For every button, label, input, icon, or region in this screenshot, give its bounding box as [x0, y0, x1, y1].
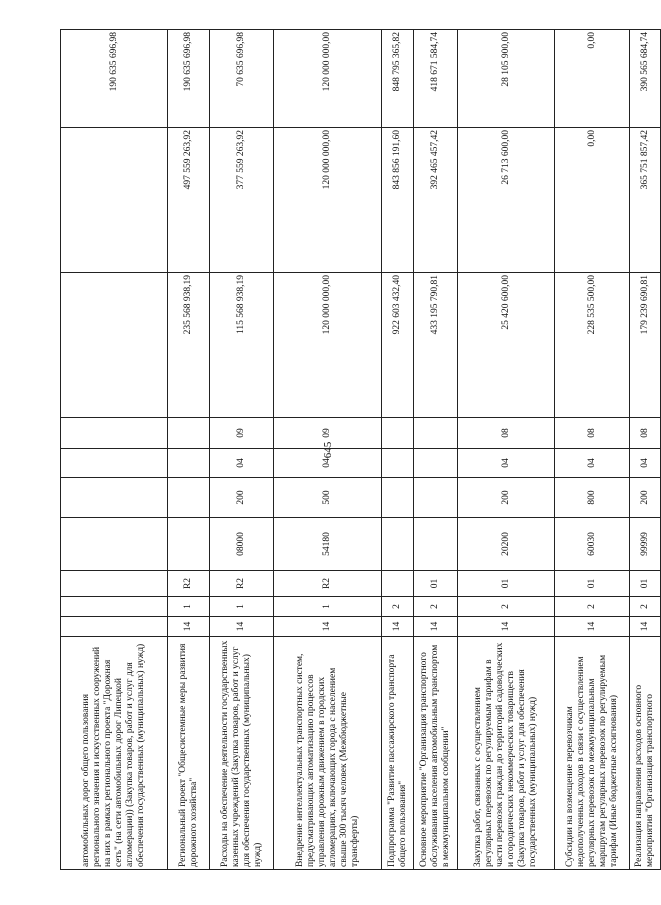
amount-cell: 235 568 938,19	[168, 273, 210, 418]
code-cell	[414, 478, 458, 518]
code-cell: 1	[274, 597, 382, 617]
amount-cell	[61, 128, 168, 273]
amount-cell: 377 559 263,92	[210, 128, 274, 273]
code-cell	[61, 449, 168, 478]
code-cell	[168, 478, 210, 518]
amount-cell: 848 795 365,82	[382, 30, 414, 128]
code-cell: 01	[414, 571, 458, 597]
code-cell: 60030	[555, 518, 630, 571]
code-cell	[414, 518, 458, 571]
amount-cell: 28 105 900,00	[458, 30, 555, 128]
code-cell: 1	[210, 597, 274, 617]
code-cell	[61, 518, 168, 571]
amount-cell: 433 195 790,81	[414, 273, 458, 418]
amount-cell: 418 671 584,74	[414, 30, 458, 128]
code-cell: 14	[630, 617, 661, 637]
code-cell	[382, 571, 414, 597]
table-row	[630, 30, 661, 870]
code-cell: 14	[555, 617, 630, 637]
code-cell: 04	[630, 449, 661, 478]
code-cell: 14	[382, 617, 414, 637]
code-cell: 2	[458, 597, 555, 617]
code-cell: 2	[630, 597, 661, 617]
code-cell	[61, 418, 168, 449]
code-cell: 01	[555, 571, 630, 597]
row-name-cell: Подпрограмма "Развитие пассажирского транспорта общего пользования"	[382, 637, 414, 870]
code-cell	[168, 449, 210, 478]
table-row	[168, 30, 210, 870]
code-cell: 200	[458, 478, 555, 518]
amount-cell: 70 635 696,98	[210, 30, 274, 128]
row-name-cell: Расходы на обеспечение деятельности государственных казенных учреждений (Закупка товаров, работ и услуг для обеспечения государственных (муниципальных) нужд)	[210, 637, 274, 870]
code-cell: 14	[274, 617, 382, 637]
amount-cell: 179 239 690,81	[630, 273, 661, 418]
row-name-cell: Региональный проект "Общесистемные меры развития дорожного хозяйства"	[168, 637, 210, 870]
code-cell	[382, 418, 414, 449]
code-cell: R2	[168, 571, 210, 597]
amount-cell: 922 603 432,40	[382, 273, 414, 418]
table-row	[458, 30, 555, 870]
amount-cell: 120 000 000,00	[274, 273, 382, 418]
table-row	[414, 30, 458, 870]
code-cell: 14	[168, 617, 210, 637]
code-cell	[382, 518, 414, 571]
code-cell: 09	[274, 418, 382, 449]
amount-cell: 25 420 600,00	[458, 273, 555, 418]
amount-cell: 26 713 600,00	[458, 128, 555, 273]
code-cell	[414, 418, 458, 449]
code-cell: 01	[458, 571, 555, 597]
code-cell: 99999	[630, 518, 661, 571]
code-cell: 14	[458, 617, 555, 637]
budget-table	[60, 29, 661, 870]
code-cell: 08	[630, 418, 661, 449]
code-cell: 04	[555, 449, 630, 478]
code-cell: 08	[555, 418, 630, 449]
code-cell: 500	[274, 478, 382, 518]
code-cell	[414, 449, 458, 478]
amount-cell: 365 751 857,42	[630, 128, 661, 273]
row-name-cell: Закупка работ, связанных с осуществлением регулярных перевозок по регулируемым тарифам в части перевозок граждан до территорий садоводческих и огороднических некоммерческих товариществ (Закупка товаров, работ и услуг для обеспечения государственных (муниципальных) нужд)	[458, 637, 555, 870]
amount-cell: 190 635 696,98	[168, 30, 210, 128]
code-cell: 04	[458, 449, 555, 478]
table-body	[61, 30, 661, 870]
code-cell: 20200	[458, 518, 555, 571]
amount-cell: 115 568 938,19	[210, 273, 274, 418]
table-row	[61, 30, 168, 870]
amount-cell: 392 465 457,42	[414, 128, 458, 273]
code-cell: 04	[274, 449, 382, 478]
table-row	[555, 30, 630, 870]
row-name-cell: Субсидии на возмещение перевозчикам недополученных доходов в связи с осуществлением регулярных перевозок по межмуниципальным маршрутам регулярных перевозок по регулируемым тарифам (Иные бюджетные ассигнования)	[555, 637, 630, 870]
code-cell: 04	[210, 449, 274, 478]
amount-cell: 120 000 000,00	[274, 128, 382, 273]
row-name-cell: Внедрение интеллектуальных транспортных систем, предусматривающих автоматизацию процессов управления дорожным движением в городских агломерациях, включающих города с населением свыше 300 тысяч человек (Межбюджетные трансферты)	[274, 637, 382, 870]
code-cell	[61, 617, 168, 637]
page-number: 645	[322, 441, 334, 459]
code-cell	[61, 597, 168, 617]
code-cell: 200	[630, 478, 661, 518]
row-name-cell: Основное мероприятие "Организация транспортного обслуживания населения автомобильным транспортом в межмуниципальном сообщении"	[414, 637, 458, 870]
code-cell: 1	[168, 597, 210, 617]
code-cell: 09	[210, 418, 274, 449]
code-cell	[61, 478, 168, 518]
code-cell	[168, 418, 210, 449]
code-cell	[382, 449, 414, 478]
code-cell: 08	[458, 418, 555, 449]
row-name-cell: Реализация направления расходов основного мероприятия "Организация транспортного	[630, 637, 661, 870]
code-cell: R2	[210, 571, 274, 597]
code-cell	[168, 518, 210, 571]
code-cell: 200	[210, 478, 274, 518]
amount-cell: 0,00	[555, 30, 630, 128]
amount-cell: 390 565 684,74	[630, 30, 661, 128]
amount-cell: 843 856 191,60	[382, 128, 414, 273]
code-cell: 2	[555, 597, 630, 617]
code-cell: 54180	[274, 518, 382, 571]
code-cell	[382, 478, 414, 518]
table-row	[274, 30, 382, 870]
code-cell: 2	[414, 597, 458, 617]
amount-cell: 497 559 263,92	[168, 128, 210, 273]
amount-cell	[61, 273, 168, 418]
code-cell	[61, 571, 168, 597]
code-cell: 800	[555, 478, 630, 518]
code-cell: R2	[274, 571, 382, 597]
amount-cell: 120 000 000,00	[274, 30, 382, 128]
amount-cell: 228 535 500,00	[555, 273, 630, 418]
code-cell: 08000	[210, 518, 274, 571]
code-cell: 14	[210, 617, 274, 637]
rotated-budget-table	[60, 30, 655, 870]
code-cell: 01	[630, 571, 661, 597]
code-cell: 2	[382, 597, 414, 617]
table-row	[210, 30, 274, 870]
amount-cell: 190 635 696,98	[61, 30, 168, 128]
code-cell: 14	[414, 617, 458, 637]
row-name-cell: автомобильных дорог общего пользования регионального значения и искусственных сооружений на них в рамках регионального проекта "Дорожная сеть" (на сети автомобильных дорог Липецкой агломерации)) (Закупка товаров, работ и услуг для обеспечения государственных (муниципальных) нужд)	[61, 637, 168, 870]
table-row	[382, 30, 414, 870]
amount-cell: 0,00	[555, 128, 630, 273]
